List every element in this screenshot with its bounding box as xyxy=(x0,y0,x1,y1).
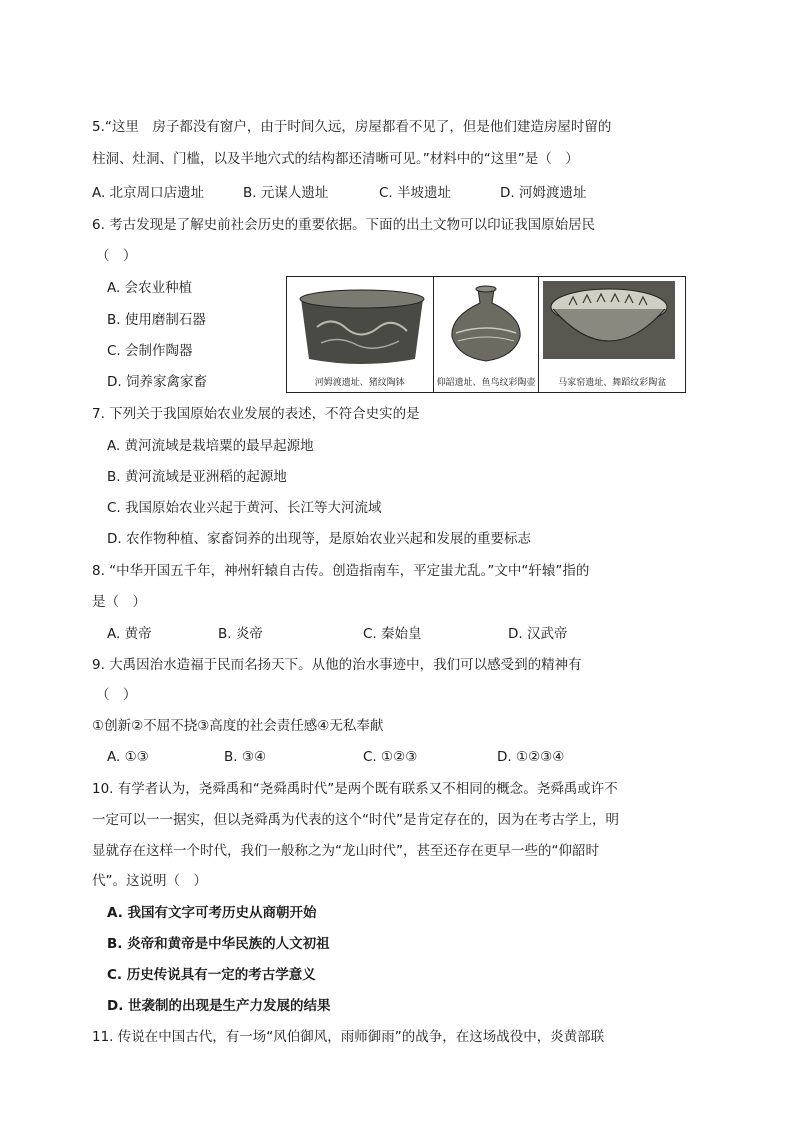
question-10-line-1: 10. 有学者认为，尧舜禹和“尧舜禹时代”是两个既有联系又不相同的概念。尧舜禹或许不 xyxy=(92,781,618,797)
artifact-figure xyxy=(286,276,686,393)
question-8-line-2: 是（ ） xyxy=(92,594,146,610)
pot-caption: 仰韶遗址、鱼鸟纹彩陶壶 xyxy=(436,378,536,388)
pig-pattern-bowl-image xyxy=(287,277,435,377)
question-6-option-c: C. 会制作陶器 xyxy=(107,343,193,359)
question-5-line-1: 5.“这里 房子都没有窗户，由于时间久远，房屋都看不见了，但是他们建造房屋时留的 xyxy=(92,119,612,135)
question-5-option-b: B. 元谋人遗址 xyxy=(243,185,329,201)
question-9-option-c: C. ①②③ xyxy=(363,749,418,765)
dance-basin-caption: 马家窑遗址、舞蹈纹彩陶盆 xyxy=(558,378,667,388)
question-10-line-3: 显就存在这样一个时代，我们一般称之为“龙山时代”，甚至还存在更早一些的“仰韶时 xyxy=(92,843,599,859)
artifact-panel-dance-basin xyxy=(539,277,685,392)
question-5-option-d: D. 河姆渡遗址 xyxy=(500,185,587,201)
question-7-option-a: A. 黄河流域是栽培粟的最早起源地 xyxy=(107,438,314,454)
question-9-option-a: A. ①③ xyxy=(107,749,149,765)
question-8-option-d: D. 汉武帝 xyxy=(508,626,568,642)
question-8-option-a: A. 黄帝 xyxy=(107,626,152,642)
question-9-option-d: D. ①②③④ xyxy=(497,749,565,765)
question-7-line-1: 7. 下列关于我国原始农业发展的表述，不符合史实的是 xyxy=(92,406,420,422)
question-10-line-2: 一定可以一一据实，但以尧舜禹为代表的这个“时代”是肯定存在的，因为在考古学上，明 xyxy=(92,812,619,828)
question-6-option-a: A. 会农业种植 xyxy=(107,280,193,296)
question-9-option-b: B. ③④ xyxy=(224,749,267,765)
question-8-option-b: B. 炎帝 xyxy=(218,626,263,642)
question-7-option-b: B. 黄河流域是亚洲稻的起源地 xyxy=(107,469,287,485)
question-9-line-1: 9. 大禹因治水造福于民而名扬天下。从他的治水事迹中，我们可以感受到的精神有 xyxy=(92,657,582,673)
question-5-option-c: C. 半坡遗址 xyxy=(379,185,452,201)
dance-pattern-basin-image xyxy=(539,277,679,377)
question-9-statements: ①创新②不屈不挠③高度的社会责任感④无私奉献 xyxy=(92,718,384,734)
question-6-option-b: B. 使用磨制石器 xyxy=(107,312,206,328)
question-7-option-d: D. 农作物种植、家畜饲养的出现等，是原始农业兴起和发展的重要标志 xyxy=(107,531,531,547)
question-6-line-1: 6. 考古发现是了解史前社会历史的重要依据。下面的出土文物可以印证我国原始居民 xyxy=(92,217,596,233)
question-10-option-a: A. 我国有文字可考历史从商朝开始 xyxy=(107,905,317,921)
question-7-option-c: C. 我国原始农业兴起于黄河、长江等大河流域 xyxy=(107,500,382,516)
question-10-option-d: D. 世袭制的出现是生产力发展的结果 xyxy=(107,998,331,1014)
question-5-option-a: A. 北京周口店遗址 xyxy=(92,185,205,201)
question-6-option-d: D. 饲养家禽家畜 xyxy=(107,374,207,390)
question-10-option-b: B. 炎帝和黄帝是中华民族的人文初祖 xyxy=(107,936,330,952)
fish-bird-pot-image xyxy=(434,277,538,377)
question-8-option-c: C. 秦始皇 xyxy=(363,626,422,642)
artifact-panel-pig-bowl xyxy=(287,277,434,392)
question-10-option-c: C. 历史传说具有一定的考古学意义 xyxy=(107,967,316,983)
question-8-line-1: 8. “中华开国五千年，神州轩辕自古传。创造指南车，平定蚩尤乱。”文中“轩辕”指的 xyxy=(92,563,590,579)
question-5-line-2: 柱洞、灶洞、门槛，以及半地穴式的结构都还清晰可见。”材料中的“这里”是（ ） xyxy=(92,151,579,167)
question-6-line-2: （ ） xyxy=(96,248,137,264)
artifact-panel-pot xyxy=(434,277,540,392)
pig-bowl-caption: 河姆渡遗址、猪纹陶钵 xyxy=(314,378,405,388)
question-9-line-2: （ ） xyxy=(96,687,137,703)
question-11-line-1: 11. 传说在中国古代，有一场“风伯御风，雨师御雨”的战争，在这场战役中，炎黄部联 xyxy=(92,1029,605,1045)
question-10-line-4: 代”。这说明（ ） xyxy=(92,873,207,889)
